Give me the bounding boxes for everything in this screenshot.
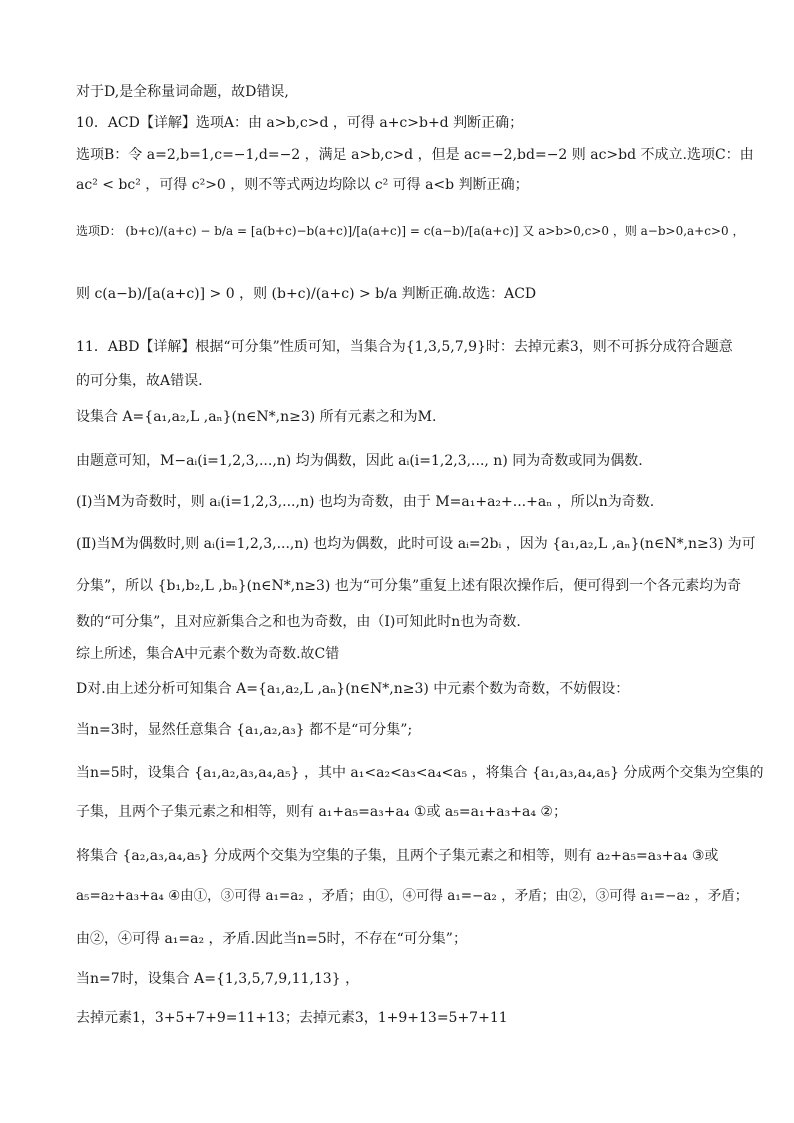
text-line-24: 去掉元素1，3+5+7+9=11+13；去掉元素3，1+9+13=5+7+11 xyxy=(76,1010,508,1026)
text-line-13: 分集”，所以 {b₁,b₂,L ,bₙ}(n∈N*,n≥3) 也为“可分集”重复上述有限次操作后，便可得到一个各元素均为奇 xyxy=(76,578,742,594)
text-line-21: a₅=a₂+a₃+a₄ ④由①，③可得 a₁=a₂ ，矛盾；由①，④可得 a₁=−a₂ ，矛盾；由②，③可得 a₁=−a₂ ，矛盾； xyxy=(76,888,749,904)
text-line-10: 由题意可知，M−aᵢ(i=1,2,3,...,n) 均为偶数，因此 aᵢ(i=1,2,3,..., n) 同为奇数或同为偶数. xyxy=(76,453,643,469)
text-line-15: 综上所述，集合A中元素个数为奇数.故C错 xyxy=(76,646,340,662)
text-line-4: ac² < bc² ，可得 c²>0 ，则不等式两边均除以 c² 可得 a<b 判断正确； xyxy=(76,177,529,193)
text-line-7: 11．ABD【详解】根据“可分集”性质可知，当集合为{1,3,5,7,9}时：去掉元素3，则不可拆分成符合题意 xyxy=(76,339,733,355)
text-line-17: 当n=3时，显然任意集合 {a₁,a₂,a₃} 都不是“可分集”; xyxy=(76,722,413,738)
text-line-2: 10．ACD【详解】选项A：由 a>b,c>d ，可得 a+c>b+d 判断正确； xyxy=(76,115,524,131)
text-line-11: (Ⅰ)当M为奇数时，则 aᵢ(i=1,2,3,...,n) 也均为奇数，由于 M=a₁+a₂+...+aₙ ，所以n为奇数. xyxy=(76,494,655,510)
text-line-12: (Ⅱ)当M为偶数时,则 aᵢ(i=1,2,3,...,n) 也均为偶数，此时可设 aᵢ=2bᵢ ，因为 {a₁,a₂,L ,aₙ}(n∈N*,n≥3) 为可 xyxy=(76,536,756,552)
text-line-6: 则 c(a−b)/[a(a+c)] > 0 ，则 (b+c)/(a+c) > b/a 判断正确.故选：ACD xyxy=(76,286,537,302)
text-line-22: 由②，④可得 a₁=a₂ ，矛盾.因此当n=5时，不存在“可分集”； xyxy=(76,931,467,947)
text-line-14: 数的“可分集”，且对应新集合之和也为奇数，由（Ⅰ)可知此时n也为奇数. xyxy=(76,614,521,630)
text-line-3: 选项B：令 a=2,b=1,c=−1,d=−2 ，满足 a>b,c>d ，但是 ac=−2,bd=−2 则 ac>bd 不成立.选项C：由 xyxy=(76,147,754,163)
text-line-5: 选项D： (b+c)/(a+c) − b/a = [a(b+c)−b(a+c)]/[a(a+c)] = c(a−b)/[a(a+c)] 又 a>b>0,c>0 ，则 a−b>0,a+c>0 ， xyxy=(76,224,745,238)
text-line-18: 当n=5时，设集合 {a₁,a₂,a₃,a₄,a₅} ，其中 a₁<a₂<a₃<a₄<a₅ ，将集合 {a₁,a₃,a₄,a₅} 分成两个交集为空集的 xyxy=(76,765,764,781)
text-line-20: 将集合 {a₂,a₃,a₄,a₅} 分成两个交集为空集的子集，且两个子集元素之和相等，则有 a₂+a₅=a₃+a₄ ③或 xyxy=(76,848,719,864)
text-line-1: 对于D,是全称量词命题，故D错误, xyxy=(76,84,289,100)
text-line-8: 的可分集，故A错误. xyxy=(76,373,203,389)
text-line-9: 设集合 A={a₁,a₂,L ,aₙ}(n∈N*,n≥3) 所有元素之和为M. xyxy=(76,409,437,425)
text-line-19: 子集，且两个子集元素之和相等，则有 a₁+a₅=a₃+a₄ ①或 a₅=a₁+a₃+a₄ ②； xyxy=(76,804,567,820)
text-line-23: 当n=7时，设集合 A={1,3,5,7,9,11,13} ， xyxy=(76,971,360,987)
text-line-16: D对.由上述分析可知集合 A={a₁,a₂,L ,aₙ}(n∈N*,n≥3) 中元素个数为奇数，不妨假设： xyxy=(76,681,630,697)
